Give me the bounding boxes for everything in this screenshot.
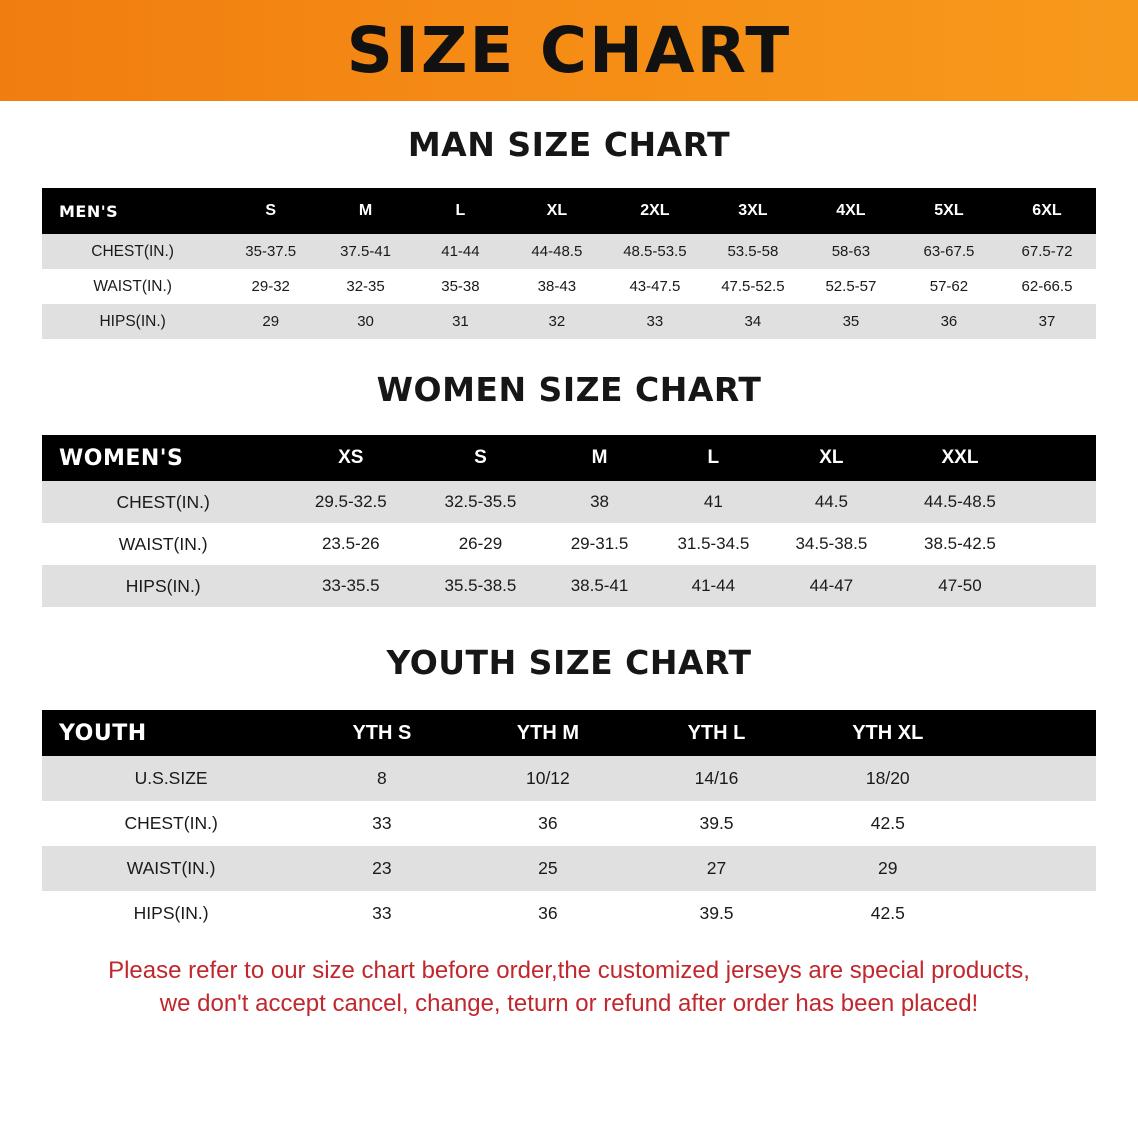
youth-header-spacer	[975, 710, 1096, 756]
disclaimer-line-1: Please refer to our size chart before order,the customized jerseys are special products,	[108, 957, 1030, 984]
cell: 25	[464, 846, 633, 891]
cell: 44.5-48.5	[891, 481, 1028, 523]
cell: 8	[300, 756, 463, 801]
youth-size-table	[42, 710, 1096, 936]
table-row	[42, 756, 1096, 801]
cell: 36	[464, 801, 633, 846]
cell: 63-67.5	[900, 234, 998, 269]
row-label: HIPS(IN.)	[42, 891, 300, 936]
man-col-header: 4XL	[802, 188, 900, 234]
cell: 35-38	[413, 269, 508, 304]
cell: 58-63	[802, 234, 900, 269]
row-label: HIPS(IN.)	[42, 565, 284, 607]
cell: 52.5-57	[802, 269, 900, 304]
cell: 43-47.5	[606, 269, 704, 304]
cell: 32-35	[318, 269, 413, 304]
cell: 38.5-41	[544, 565, 656, 607]
women-col-header: L	[655, 435, 771, 481]
youth-col-header: YTH M	[464, 710, 633, 756]
table-row	[42, 304, 1096, 339]
row-label: CHEST(IN.)	[42, 801, 300, 846]
cell: 30	[318, 304, 413, 339]
youth-corner-label: YOUTH	[42, 710, 300, 756]
cell: 32.5-35.5	[417, 481, 543, 523]
cell: 47.5-52.5	[704, 269, 802, 304]
youth-table-header	[42, 710, 1096, 756]
cell: 41-44	[413, 234, 508, 269]
youth-col-header: YTH XL	[801, 710, 975, 756]
cell: 14/16	[632, 756, 801, 801]
cell: 29.5-32.5	[284, 481, 417, 523]
table-row	[42, 891, 1096, 936]
cell: 35-37.5	[223, 234, 318, 269]
cell: 44-48.5	[508, 234, 606, 269]
row-label: CHEST(IN.)	[42, 234, 223, 269]
table-row	[42, 565, 1096, 607]
cell: 36	[900, 304, 998, 339]
women-size-table	[42, 435, 1096, 607]
disclaimer-line-2: we don't accept cancel, change, teturn or refund after order has been placed!	[159, 990, 979, 1018]
man-col-header: 5XL	[900, 188, 998, 234]
women-header-spacer	[1028, 435, 1096, 481]
women-table-body	[42, 481, 1096, 607]
cell-spacer	[1028, 523, 1096, 565]
cell: 53.5-58	[704, 234, 802, 269]
man-col-header: S	[223, 188, 318, 234]
cell: 42.5	[801, 891, 975, 936]
cell: 31	[413, 304, 508, 339]
row-label: U.S.SIZE	[42, 756, 300, 801]
cell: 29-32	[223, 269, 318, 304]
cell-spacer	[1028, 565, 1096, 607]
youth-table-body	[42, 756, 1096, 936]
man-table-wrapper	[42, 188, 1096, 339]
cell: 41-44	[655, 565, 771, 607]
youth-table-wrapper	[42, 710, 1096, 936]
row-label: HIPS(IN.)	[42, 304, 223, 339]
man-size-table	[42, 188, 1096, 339]
cell: 37.5-41	[318, 234, 413, 269]
cell: 39.5	[632, 801, 801, 846]
man-col-header: 6XL	[998, 188, 1096, 234]
cell-spacer	[975, 801, 1096, 846]
cell: 26-29	[417, 523, 543, 565]
table-row	[42, 269, 1096, 304]
cell-spacer	[975, 756, 1096, 801]
cell: 57-62	[900, 269, 998, 304]
cell: 35	[802, 304, 900, 339]
cell: 34.5-38.5	[771, 523, 891, 565]
cell: 38	[544, 481, 656, 523]
cell: 29	[223, 304, 318, 339]
cell: 29	[801, 846, 975, 891]
man-col-header: L	[413, 188, 508, 234]
page-title: SIZE CHART	[346, 14, 792, 87]
table-header-row	[42, 710, 1096, 756]
women-col-header: XXL	[891, 435, 1028, 481]
row-label: CHEST(IN.)	[42, 481, 284, 523]
women-col-header: M	[544, 435, 656, 481]
man-col-header: 2XL	[606, 188, 704, 234]
man-section-title: MAN SIZE CHART	[407, 125, 731, 164]
cell: 23	[300, 846, 463, 891]
cell: 44.5	[771, 481, 891, 523]
women-table-header	[42, 435, 1096, 481]
man-table-header	[42, 188, 1096, 234]
man-table-body	[42, 234, 1096, 339]
cell: 10/12	[464, 756, 633, 801]
cell: 33-35.5	[284, 565, 417, 607]
table-row	[42, 481, 1096, 523]
cell: 44-47	[771, 565, 891, 607]
women-table-wrapper	[42, 435, 1096, 607]
cell: 27	[632, 846, 801, 891]
women-section-title: WOMEN SIZE CHART	[376, 370, 762, 409]
table-row	[42, 846, 1096, 891]
cell: 42.5	[801, 801, 975, 846]
cell: 29-31.5	[544, 523, 656, 565]
women-col-header: XL	[771, 435, 891, 481]
cell: 32	[508, 304, 606, 339]
cell: 35.5-38.5	[417, 565, 543, 607]
man-corner-label: MEN'S	[42, 188, 223, 234]
table-header-row	[42, 188, 1096, 234]
cell-spacer	[1028, 481, 1096, 523]
cell: 38.5-42.5	[891, 523, 1028, 565]
cell: 47-50	[891, 565, 1028, 607]
row-label: WAIST(IN.)	[42, 523, 284, 565]
cell: 48.5-53.5	[606, 234, 704, 269]
cell: 39.5	[632, 891, 801, 936]
youth-col-header: YTH S	[300, 710, 463, 756]
cell: 37	[998, 304, 1096, 339]
cell: 62-66.5	[998, 269, 1096, 304]
cell: 18/20	[801, 756, 975, 801]
header-banner	[0, 0, 1138, 101]
table-header-row	[42, 435, 1096, 481]
women-corner-label: WOMEN'S	[42, 435, 284, 481]
man-col-header: M	[318, 188, 413, 234]
cell: 34	[704, 304, 802, 339]
cell: 36	[464, 891, 633, 936]
women-col-header: S	[417, 435, 543, 481]
table-row	[42, 801, 1096, 846]
cell: 41	[655, 481, 771, 523]
youth-section-title: YOUTH SIZE CHART	[386, 643, 752, 682]
youth-col-header: YTH L	[632, 710, 801, 756]
cell-spacer	[975, 846, 1096, 891]
table-row	[42, 523, 1096, 565]
row-label: WAIST(IN.)	[42, 269, 223, 304]
cell: 38-43	[508, 269, 606, 304]
cell: 33	[300, 801, 463, 846]
table-row	[42, 234, 1096, 269]
cell: 33	[300, 891, 463, 936]
cell: 33	[606, 304, 704, 339]
row-label: WAIST(IN.)	[42, 846, 300, 891]
cell: 31.5-34.5	[655, 523, 771, 565]
women-col-header: XS	[284, 435, 417, 481]
cell-spacer	[975, 891, 1096, 936]
man-col-header: 3XL	[704, 188, 802, 234]
man-col-header: XL	[508, 188, 606, 234]
disclaimer-note	[40, 954, 1098, 1020]
cell: 23.5-26	[284, 523, 417, 565]
cell: 67.5-72	[998, 234, 1096, 269]
